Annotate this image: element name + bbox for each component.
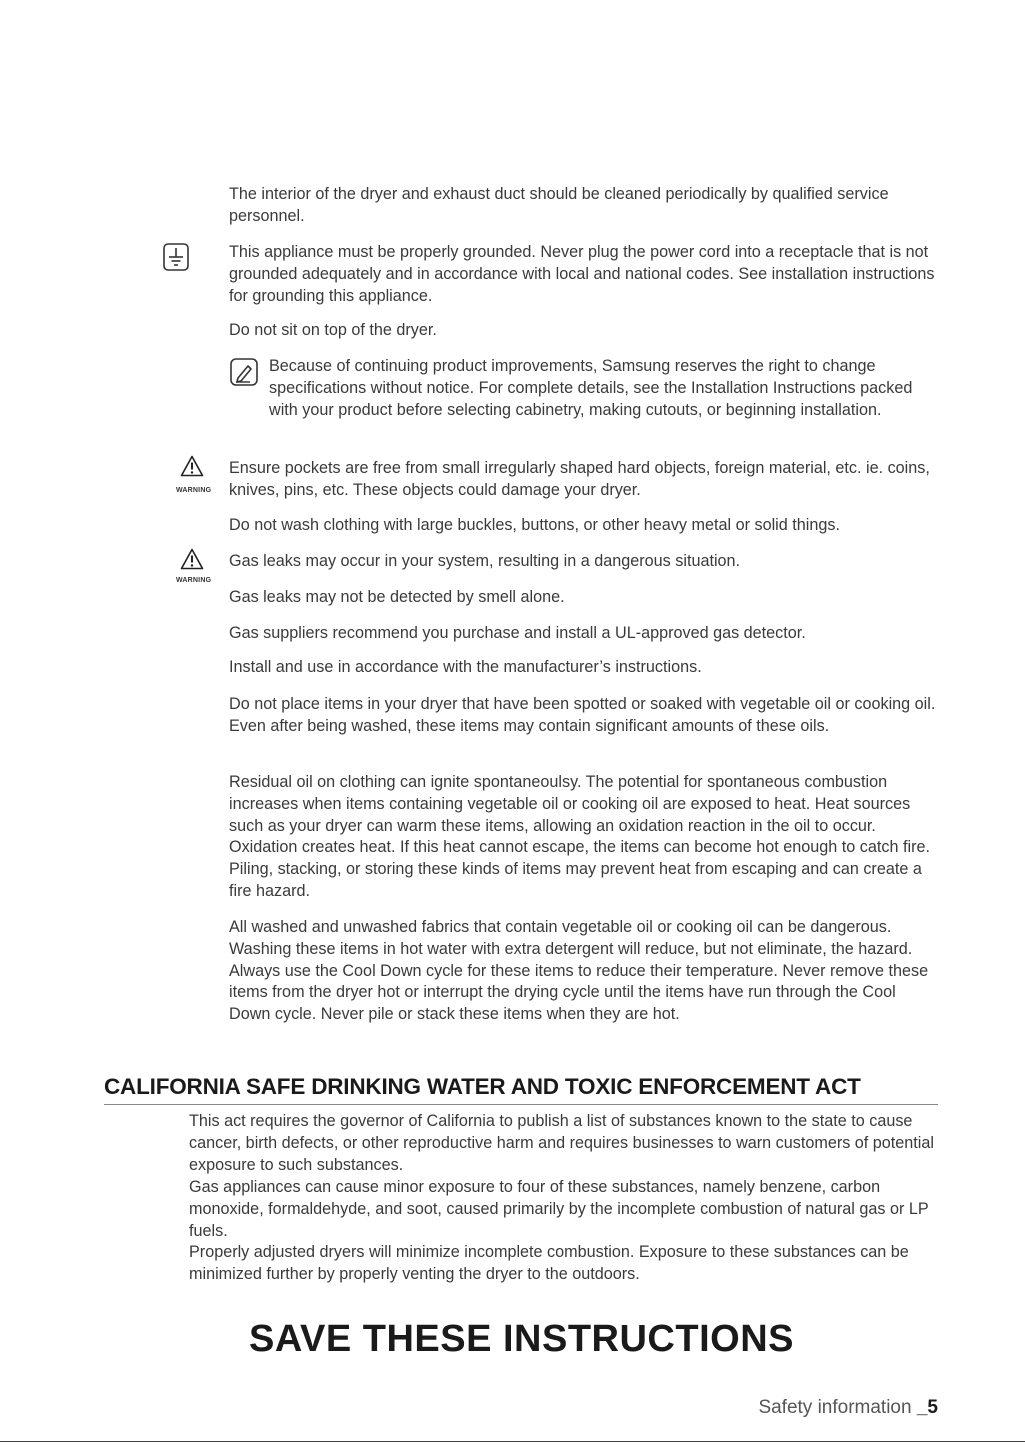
save-instructions-heading: SAVE THESE INSTRUCTIONS: [249, 1318, 794, 1360]
heading-underline: [104, 1104, 938, 1105]
paragraph-residual-oil: Residual oil on clothing can ignite spontaneoulsy. The potential for spontaneous combustion increases when items containing vegetable oil or cooking oil are exposed to heat. Heat sources such as your dryer can warm these items, allowing an oxidation reaction in the oil to occur. Oxidation creates heat. If this heat cannot escape, the items can become hot enough to catch fire. Piling, stacking, or storing these kinds of items may prevent heat from escaping and can create a fire hazard.: [229, 773, 930, 900]
ground-icon: [163, 243, 189, 276]
paragraph-smell: Gas leaks may not be detected by smell alone.: [229, 588, 565, 606]
california-heading: CALIFORNIA SAFE DRINKING WATER AND TOXIC ENFORCEMENT ACT: [104, 1074, 861, 1099]
paragraph-buckles: Do not wash clothing with large buckles, buttons, or other heavy metal or solid things.: [229, 516, 840, 534]
paragraph-pockets: Ensure pockets are free from small irregularly shaped hard objects, foreign material, etc. ie. coins, knives, pins, etc. These objects could damage your dryer.: [229, 459, 930, 499]
paragraph-gas-leaks: Gas leaks may occur in your system, resulting in a dangerous situation.: [229, 552, 741, 570]
paragraph-product-improvements: Because of continuing product improvements, Samsung reserves the right to change specifications without notice. For complete details, see the Installation Instructions packed with your product before selecting cabinetry, making cutouts, or beginning installation.: [269, 357, 913, 419]
paragraph-vegetable-oil: Do not place items in your dryer that have been spotted or soaked with vegetable oil or cooking oil. Even after being washed, these items may contain significant amounts of these oils.: [229, 695, 936, 735]
page-number: _5: [916, 1397, 938, 1418]
paragraph-manufacturer: Install and use in accordance with the manufacturer’s instructions.: [229, 658, 702, 676]
paragraph-gas-detector: Gas suppliers recommend you purchase and install a UL-approved gas detector.: [229, 624, 806, 642]
paragraph-cleaning: The interior of the dryer and exhaust duct should be cleaned periodically by qualified service personnel.: [229, 185, 889, 225]
california-paragraph: This act requires the governor of California to publish a list of substances known to the state to cause cancer, birth defects, or other reproductive harm and requires businesses to warn customers of potential exposure to such substances.: [189, 1112, 935, 1174]
bottom-rule: [0, 1441, 1025, 1442]
warning-label: WARNING: [176, 577, 212, 584]
california-paragraph: Properly adjusted dryers will minimize incomplete combustion. Exposure to these substances can be minimized further by properly venting the dryer to the outdoors.: [189, 1243, 909, 1283]
note-icon: [230, 358, 258, 391]
california-paragraph: Gas appliances can cause minor exposure to four of these substances, namely benzene, carbon monoxide, formaldehyde, and soot, caused primarily by the incomplete combustion of natural gas or LP fuels.: [189, 1178, 929, 1240]
warning-icon: [180, 455, 204, 482]
paragraph-do-not-sit: Do not sit on top of the dryer.: [229, 321, 437, 339]
paragraph-washed-fabrics: All washed and unwashed fabrics that contain vegetable oil or cooking oil can be dangerous. Washing these items in hot water with extra detergent will reduce, but not eliminate, the hazard. Always use the Cool Down cycle for these items to reduce their temperature. Never remove these items from the dryer hot or interrupt the drying cycle until the items have run through the Cool Down cycle. Never pile or stack these items when they are hot.: [229, 918, 929, 1024]
warning-icon: [180, 548, 204, 575]
paragraph-grounding: This appliance must be properly grounded. Never plug the power cord into a receptacle that is not grounded adequately and in accordance with local and national codes. See installation instructions for grounding this appliance.: [229, 243, 935, 305]
warning-label: WARNING: [176, 487, 212, 494]
page-footer: [758, 1397, 938, 1419]
footer-section: Safety information: [758, 1397, 912, 1418]
